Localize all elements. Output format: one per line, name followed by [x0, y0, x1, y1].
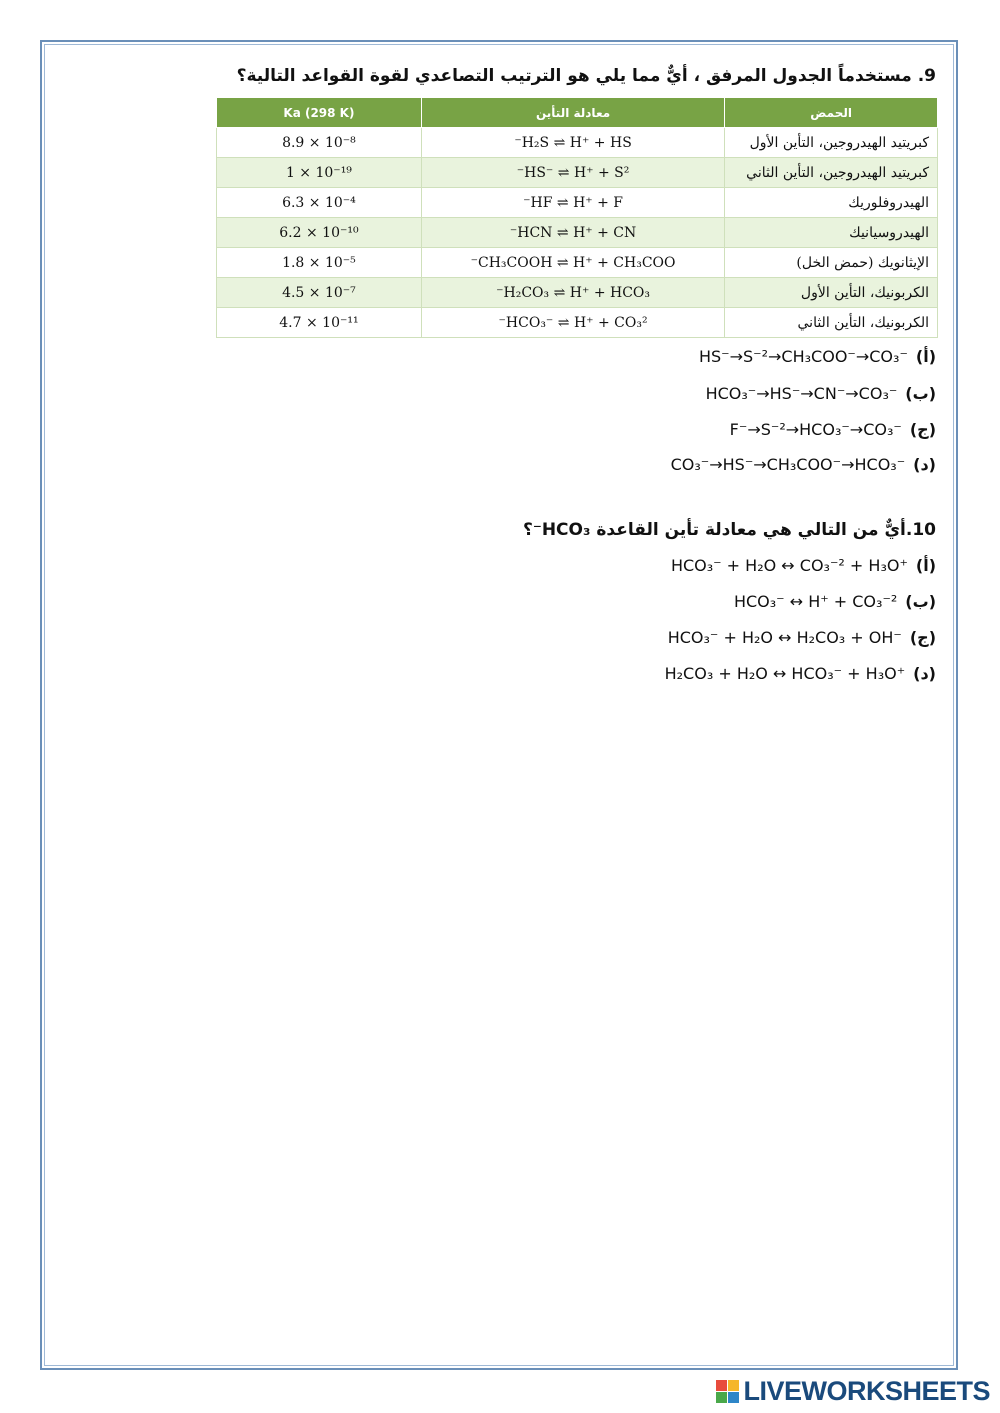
option-text: H₂CO₃ + H₂O ↔ HCO₃⁻ + H₃O⁺: [664, 664, 906, 683]
ionization-equation: HCO₃⁻ ⇌ H⁺ + CO₃²⁻: [421, 308, 724, 338]
table-row: [217, 188, 938, 218]
q10-option-d[interactable]: [665, 664, 936, 683]
q9-option-c[interactable]: [730, 420, 936, 439]
question-9-text: 9. مستخدماً الجدول المرفق ، أيٌّ مما يلي هو الترتيب التصاعدي لقوة القواعد التالية؟: [236, 66, 936, 86]
logo-square-green: [716, 1392, 727, 1403]
table-header-row: [217, 98, 938, 128]
header-acid: الحمض: [725, 98, 938, 128]
option-text: HCO₃⁻ + H₂O ↔ H₂CO₃ + OH⁻: [667, 628, 902, 647]
ka-value: 4.5 × 10⁻⁷: [217, 278, 422, 308]
option-text: HCO₃⁻ + H₂O ↔ CO₃⁻² + H₃O⁺: [670, 556, 908, 575]
ionization-equation: CH₃COOH ⇌ H⁺ + CH₃COO⁻: [421, 248, 724, 278]
option-label: (ب): [905, 384, 936, 403]
brand-text: LIVEWORKSHEETS: [743, 1376, 990, 1406]
option-label: (أ): [915, 347, 936, 366]
q10-option-c[interactable]: [668, 628, 936, 647]
acid-name: الهيدروفلوريك: [725, 188, 938, 218]
table-row: [217, 158, 938, 188]
option-label: (ب): [905, 592, 936, 611]
logo-square-yellow: [728, 1380, 739, 1391]
ionization-equation: HS⁻ ⇌ H⁺ + S²⁻: [421, 158, 724, 188]
ka-value: 6.2 × 10⁻¹⁰: [217, 218, 422, 248]
liveworksheets-icon: [716, 1380, 739, 1403]
ka-value: 4.7 × 10⁻¹¹: [217, 308, 422, 338]
option-text: F⁻→S⁻²→HCO₃⁻→CO₃⁻: [729, 420, 902, 439]
ka-value: 6.3 × 10⁻⁴: [217, 188, 422, 218]
option-label: (ج): [909, 628, 936, 647]
acid-name: الهيدروسيانيك: [725, 218, 938, 248]
q10-option-a[interactable]: [671, 556, 936, 575]
acid-name: الإيثانويك (حمض الخل): [725, 248, 938, 278]
table-row: [217, 308, 938, 338]
option-label: (أ): [915, 556, 936, 575]
option-text: HCO₃⁻ ↔ H⁺ + CO₃⁻²: [733, 592, 898, 611]
acid-name: كبريتيد الهيدروجين، التأين الأول: [725, 128, 938, 158]
ionization-equation: H₂CO₃ ⇌ H⁺ + HCO₃⁻: [421, 278, 724, 308]
option-label: (ج): [909, 420, 936, 439]
ka-value: 1 × 10⁻¹⁹: [217, 158, 422, 188]
table-row: [217, 278, 938, 308]
acid-name: كبريتيد الهيدروجين، التأين الثاني: [725, 158, 938, 188]
ionization-equation: HF ⇌ H⁺ + F⁻: [421, 188, 724, 218]
table-row: [217, 248, 938, 278]
logo-square-blue: [728, 1392, 739, 1403]
question-10-text: 10.أيٌّ من التالي هي معادلة تأين القاعدة HCO₃⁻؟: [522, 520, 936, 540]
q9-option-d[interactable]: [671, 455, 936, 474]
option-text: CO₃⁻→HS⁻→CH₃COO⁻→HCO₃⁻: [670, 455, 906, 474]
acid-name: الكربونيك، التأين الثاني: [725, 308, 938, 338]
ionization-equation: HCN ⇌ H⁺ + CN⁻: [421, 218, 724, 248]
option-label: (د): [913, 455, 936, 474]
ka-table: [216, 97, 938, 338]
q10-option-b[interactable]: [734, 592, 936, 611]
table-row: [217, 218, 938, 248]
acid-name: الكربونيك، التأين الأول: [725, 278, 938, 308]
ka-value: 8.9 × 10⁻⁸: [217, 128, 422, 158]
table-row: [217, 128, 938, 158]
ka-value: 1.8 × 10⁻⁵: [217, 248, 422, 278]
logo-square-red: [716, 1380, 727, 1391]
option-text: HCO₃⁻→HS⁻→CN⁻→CO₃⁻: [705, 384, 898, 403]
q9-option-b[interactable]: [706, 384, 936, 403]
option-label: (د): [913, 664, 936, 683]
ionization-equation: H₂S ⇌ H⁺ + HS⁻: [421, 128, 724, 158]
q9-option-a[interactable]: [699, 347, 936, 366]
header-equation: معادلة التأين: [421, 98, 724, 128]
liveworksheets-logo[interactable]: [716, 1376, 990, 1407]
header-ka: Ka (298 K): [217, 98, 422, 128]
option-text: HS⁻→S⁻²→CH₃COO⁻→CO₃⁻: [698, 347, 908, 366]
